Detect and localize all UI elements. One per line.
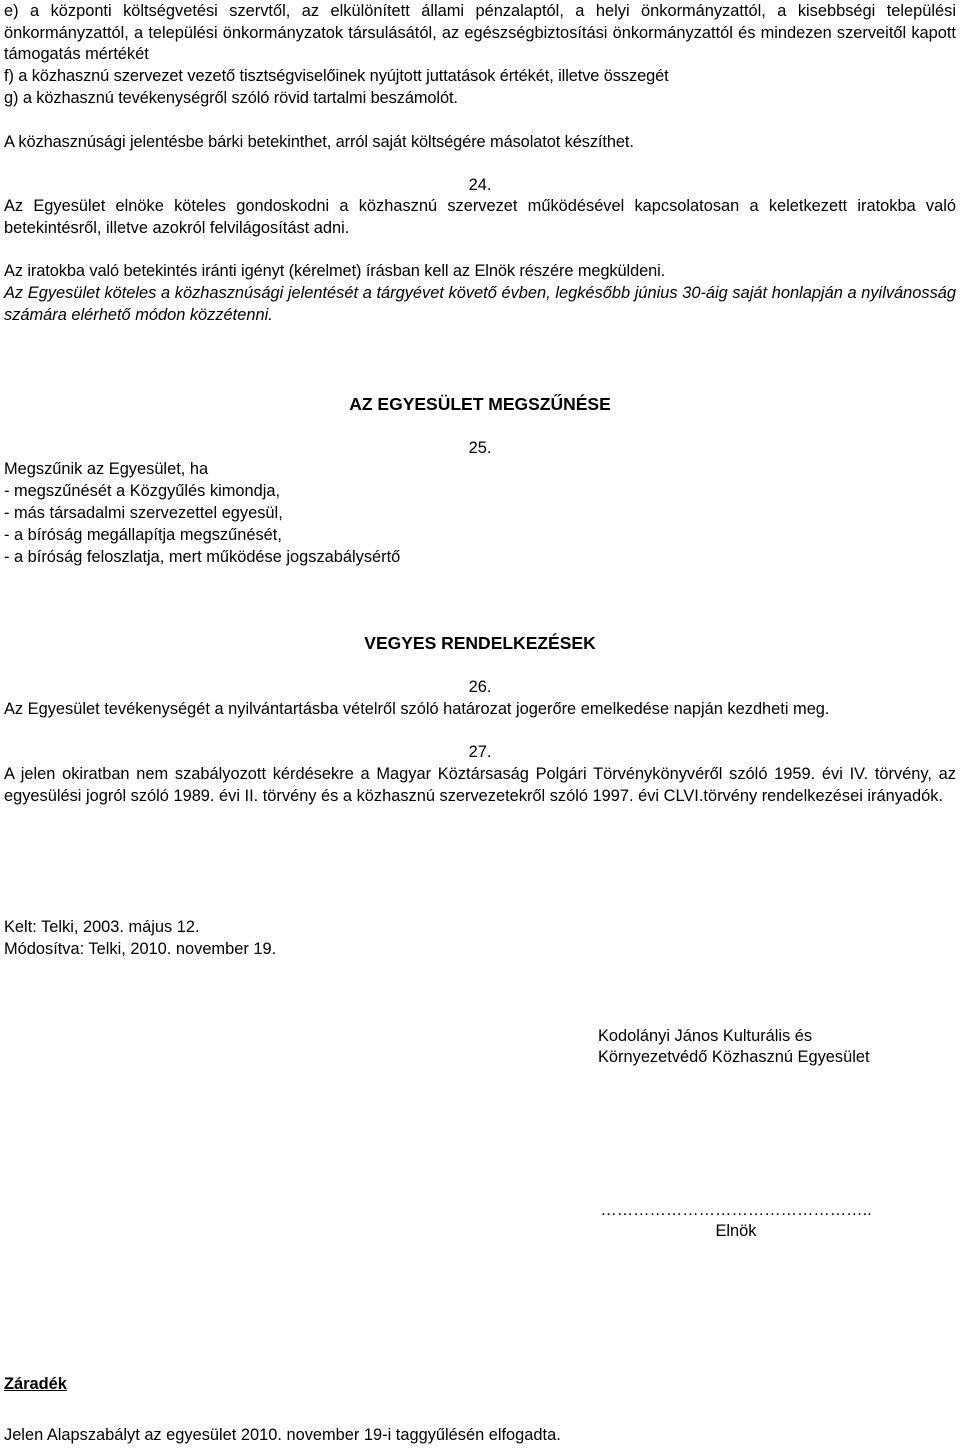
- list-item: - a bíróság feloszlatja, mert működése jogszabálysértő: [4, 548, 401, 566]
- section-25-heading: AZ EGYESÜLET MEGSZŰNÉSE: [349, 394, 611, 414]
- list-item: - megszűnését a Közgyűlés kimondja,: [4, 482, 281, 500]
- misc-heading: VEGYES RENDELKEZÉSEK: [364, 633, 596, 653]
- section-27-number: 27.: [468, 743, 492, 761]
- section-24-paragraph-2: Az iratokba való betekintés iránti igényt (kérelmet) írásban kell az Elnök részére megküldeni.: [4, 262, 666, 280]
- section-25-intro: Megszűnik az Egyesület, ha: [4, 460, 209, 478]
- item-f: f) a közhasznú szervezet vezető tisztségviselőinek nyújtott juttatások értékét, illetve összegét: [4, 67, 669, 85]
- modified-date: Módosítva: Telki, 2010. november 19.: [4, 940, 277, 958]
- section-24-number: 24.: [468, 176, 492, 194]
- closing-heading: Záradék: [4, 1375, 67, 1393]
- section-24-paragraph-1: Az Egyesület elnöke köteles gondoskodni a közhasznú szervezet működésével kapcsolatosan a keletkezett iratokba való betekintésről, illetve azokról felvilágosítást adni.: [4, 197, 956, 237]
- section-26-paragraph: Az Egyesület tevékenységét a nyilvántartásba vételről szóló határozat jogerőre emelkedése napján kezdheti meg.: [4, 700, 830, 718]
- kelt-date: Kelt: Telki, 2003. május 12.: [4, 918, 200, 936]
- signature-org-line-1: Kodolányi János Kulturális és: [598, 1027, 813, 1045]
- section-26-number: 26.: [468, 678, 492, 696]
- signature-role: Elnök: [715, 1222, 757, 1240]
- section-27-paragraph: A jelen okiratban nem szabályozott kérdésekre a Magyar Köztársaság Polgári Törvénykönyvéről szóló 1959. évi IV. törvény, az egyesülési jogról szóló 1989. évi II. törvény és a közhasznú szervezetekről szóló 1997. évi CLVI.törvény rendelkezései irányadók.: [4, 765, 956, 805]
- item-e: e) a központi költségvetési szervtől, az elkülönített állami pénzalaptól, a helyi önkormányzattól, a kisebbségi települési önkormányzattól, a települési önkormányzatok társulásától, az egészségbiztosítási önkormányzattól és mindezen szerveitől kapott támogatás mértékét: [4, 2, 956, 63]
- item-g: g) a közhasznú tevékenységről szóló rövid tartalmi beszámolót.: [4, 89, 458, 107]
- section-25-number: 25.: [468, 439, 492, 457]
- public-note: A közhasznúsági jelentésbe bárki betekinthet, arról saját költségére másolatot készíthet.: [4, 133, 634, 151]
- closing-text: Jelen Alapszabályt az egyesület 2010. november 19-i taggyűlésén elfogadta.: [4, 1426, 561, 1444]
- section-24-paragraph-3: Az Egyesület köteles a közhasznúsági jelentését a tárgyévet követő évben, legkésőbb június 30-áig saját honlapján a nyilvánosság számára elérhető módon közzétenni.: [4, 284, 956, 324]
- list-item: - a bíróság megállapítja megszűnését,: [4, 526, 282, 544]
- signature-line: …………………………………………..: [600, 1201, 872, 1219]
- signature-org-line-2: Környezetvédő Közhasznú Egyesület: [598, 1048, 870, 1066]
- list-item: - más társadalmi szervezettel egyesül,: [4, 504, 283, 522]
